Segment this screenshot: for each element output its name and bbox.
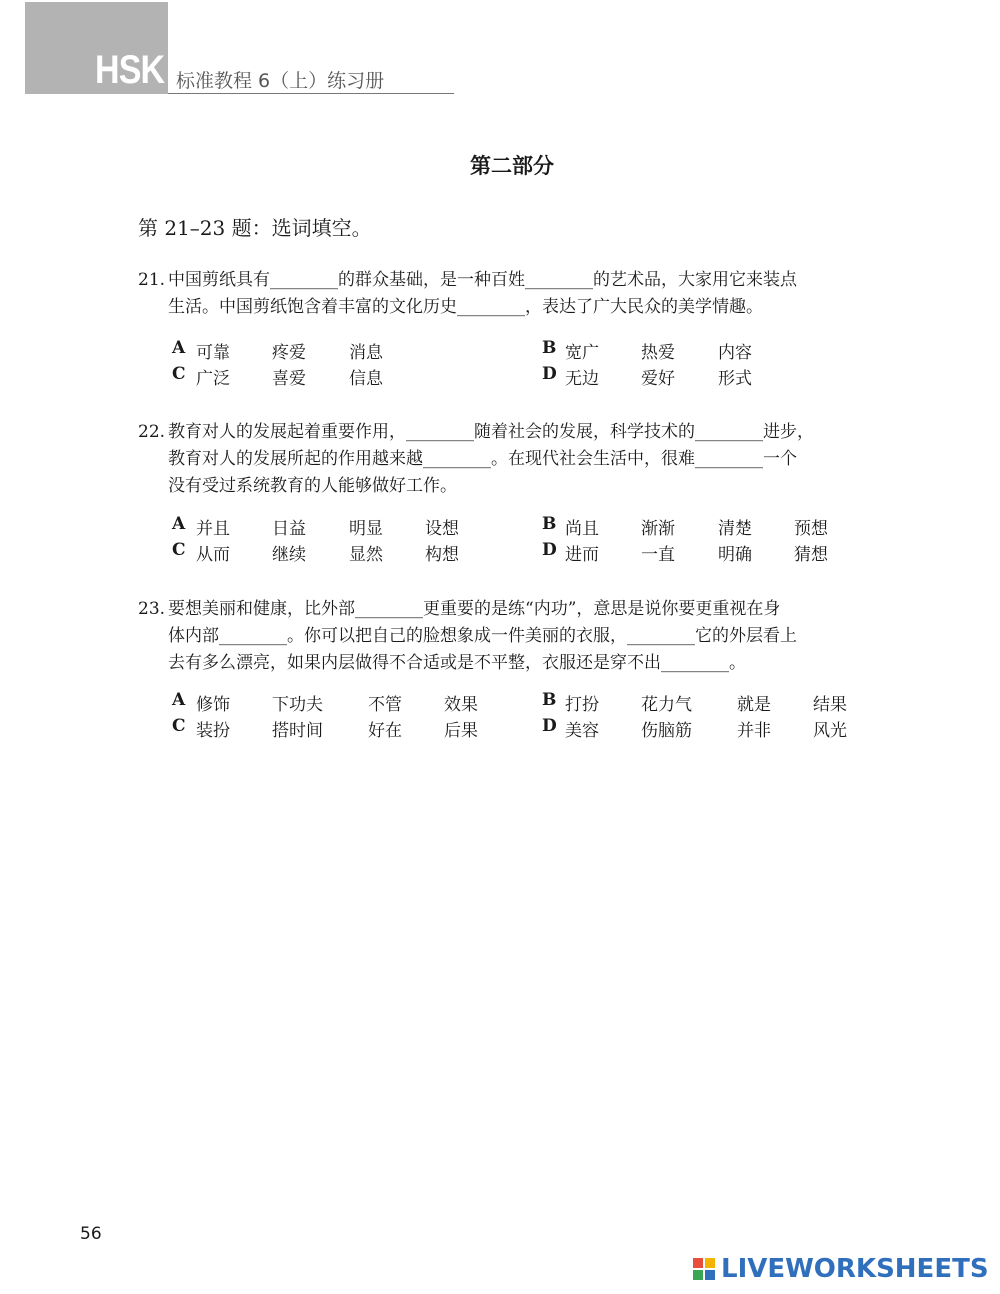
question-text: [168, 267, 898, 321]
options-22: [172, 514, 892, 566]
option-word: 预想: [794, 519, 828, 539]
question-line: 生活。中国剪纸饱含着丰富的文化历史________，表达了广大民众的美学情趣。: [168, 297, 763, 317]
option-word: 渐渐: [641, 519, 675, 539]
option-word: 消息: [349, 343, 383, 363]
option-word: 一直: [641, 545, 675, 565]
option-letter: C: [172, 364, 186, 384]
option-word: 宽广: [565, 343, 599, 363]
question-line: 教育对人的发展起着重要作用，________随着社会的发展，科学技术的________进步，: [168, 422, 814, 442]
question-line: 去有多么漂亮，如果内层做得不合适或是不平整，衣服还是穿不出________。: [168, 653, 746, 673]
option-letter: D: [542, 716, 557, 736]
option-word: 喜爱: [272, 369, 306, 389]
option-letter: A: [172, 690, 186, 710]
option-word: 明确: [718, 545, 752, 565]
option-row: [172, 716, 892, 742]
option-letter: C: [172, 540, 186, 560]
option-word: 结果: [813, 695, 847, 715]
option-word: 并且: [196, 519, 230, 539]
option-word: 并非: [737, 721, 771, 741]
liveworksheets-logo[interactable]: [693, 1254, 989, 1284]
option-word: 后果: [444, 721, 478, 741]
option-letter: B: [542, 514, 557, 534]
option-row: [172, 364, 892, 390]
option-word: 形式: [718, 369, 752, 389]
question-22: [138, 419, 898, 500]
question-line: 没有受过系统教育的人能够做好工作。: [168, 476, 457, 496]
option-word: 伤脑筋: [641, 721, 692, 741]
question-line: 中国剪纸具有________的群众基础，是一种百姓________的艺术品，大家用它来装点: [168, 270, 797, 290]
hsk-logo: HSK: [95, 48, 165, 92]
option-word: 下功夫: [272, 695, 323, 715]
question-text: [168, 419, 898, 500]
section-title: 第二部分: [470, 153, 554, 178]
question-line: 体内部________。你可以把自己的脸想象成一件美丽的衣服，________它的外层看上: [168, 626, 797, 646]
option-letter: D: [542, 364, 557, 384]
option-letter: A: [172, 338, 186, 358]
option-letter: D: [542, 540, 557, 560]
option-word: 就是: [737, 695, 771, 715]
option-word: 装扮: [196, 721, 230, 741]
options-23: [172, 690, 892, 742]
option-letter: A: [172, 514, 186, 534]
question-number: 21.: [138, 270, 166, 290]
question-line: 要想美丽和健康，比外部________更重要的是练“内功”，意思是说你要更重视在身: [168, 599, 781, 619]
option-letter: C: [172, 716, 186, 736]
option-word: 效果: [444, 695, 478, 715]
option-letter: B: [542, 690, 557, 710]
option-word: 好在: [368, 721, 402, 741]
instruction: 第 21–23 题：选词填空。: [138, 216, 372, 240]
option-word: 不管: [368, 695, 402, 715]
header-rule: [168, 93, 454, 94]
option-word: 日益: [272, 519, 306, 539]
option-word: 显然: [349, 545, 383, 565]
option-word: 尚且: [565, 519, 599, 539]
option-word: 广泛: [196, 369, 230, 389]
option-word: 猜想: [794, 545, 828, 565]
page-number: 56: [80, 1224, 102, 1244]
option-word: 花力气: [641, 695, 692, 715]
option-word: 明显: [349, 519, 383, 539]
option-word: 无边: [565, 369, 599, 389]
option-word: 修饰: [196, 695, 230, 715]
option-word: 可靠: [196, 343, 230, 363]
book-title: 标准教程 6（上）练习册: [176, 70, 385, 92]
option-letter: B: [542, 338, 557, 358]
option-word: 搭时间: [272, 721, 323, 741]
option-word: 设想: [425, 519, 459, 539]
option-word: 美容: [565, 721, 599, 741]
option-word: 内容: [718, 343, 752, 363]
option-row: [172, 514, 892, 540]
option-row: [172, 690, 892, 716]
liveworksheets-wordmark: LIVEWORKSHEETS: [721, 1254, 989, 1284]
option-word: 从而: [196, 545, 230, 565]
option-word: 继续: [272, 545, 306, 565]
question-text: [168, 596, 898, 677]
question-number: 22.: [138, 422, 166, 442]
liveworksheets-icon: [693, 1258, 715, 1280]
option-word: 构想: [425, 545, 459, 565]
options-21: [172, 338, 892, 390]
question-21: [138, 267, 898, 321]
option-word: 进而: [565, 545, 599, 565]
option-word: 疼爱: [272, 343, 306, 363]
option-word: 打扮: [565, 695, 599, 715]
option-row: [172, 540, 892, 566]
option-word: 爱好: [641, 369, 675, 389]
question-line: 教育对人的发展所起的作用越来越________。在现代社会生活中，很难________一个: [168, 449, 797, 469]
question-23: [138, 596, 898, 677]
question-number: 23.: [138, 599, 166, 619]
option-row: [172, 338, 892, 364]
option-word: 热爱: [641, 343, 675, 363]
option-word: 清楚: [718, 519, 752, 539]
option-word: 信息: [349, 369, 383, 389]
option-word: 风光: [813, 721, 847, 741]
